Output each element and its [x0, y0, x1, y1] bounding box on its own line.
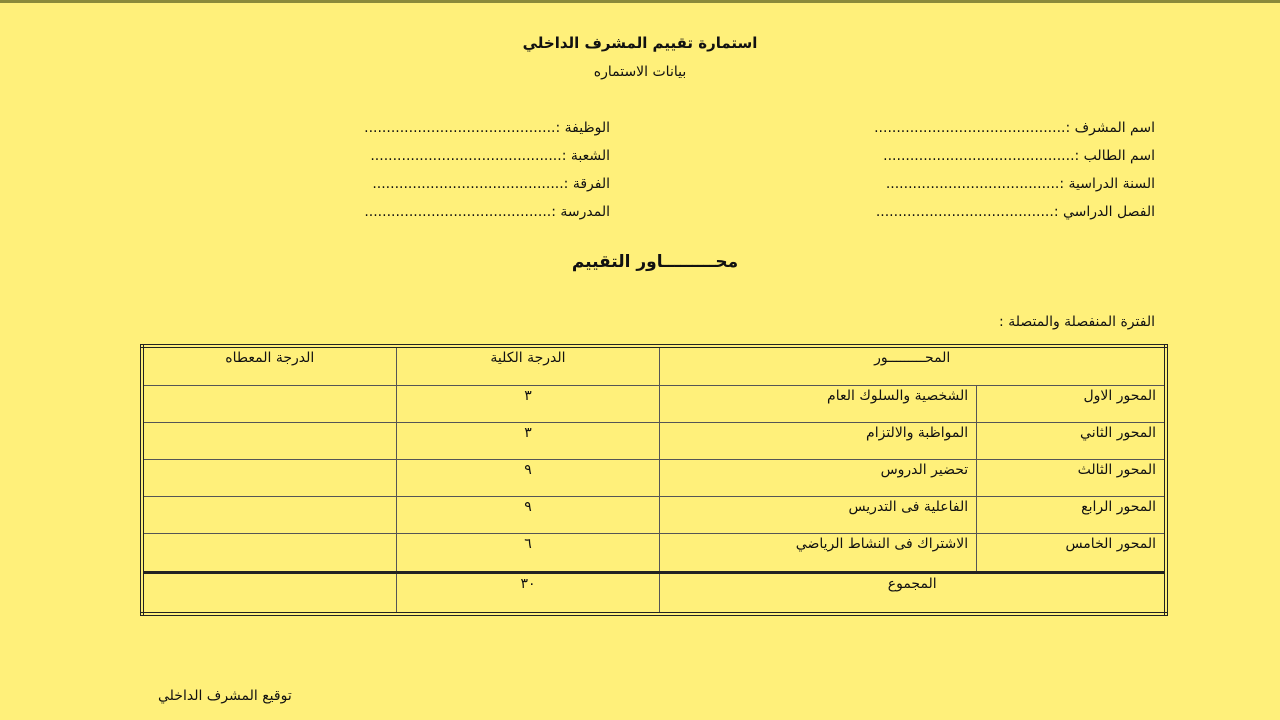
given-grade-cell[interactable]	[142, 386, 396, 423]
axis-description: المواظبة والالتزام	[660, 423, 977, 460]
table-row	[142, 534, 1166, 573]
axis-description: الشخصية والسلوك العام	[660, 386, 977, 423]
total-grade: ٣	[396, 423, 660, 460]
sum-given-grade-cell[interactable]	[142, 573, 396, 615]
total-grade: ٩	[396, 460, 660, 497]
field-row	[200, 142, 1155, 170]
total-grade: ٣	[396, 386, 660, 423]
job-field[interactable]: الوظيفة :...........................................	[364, 120, 610, 136]
school-field[interactable]: المدرسة :..........................................	[364, 204, 610, 220]
table-row	[142, 460, 1166, 497]
top-border-line	[0, 0, 1280, 3]
axis-name: المحور الثاني	[977, 423, 1166, 460]
division-field[interactable]: الشعبة :...........................................	[370, 148, 610, 164]
given-grade-cell[interactable]	[142, 460, 396, 497]
axis-description: الفاعلية فى التدريس	[660, 497, 977, 534]
axis-name: المحور الثالث	[977, 460, 1166, 497]
given-grade-cell[interactable]	[142, 423, 396, 460]
period-label: الفترة المنفصلة والمتصلة :	[999, 314, 1155, 330]
total-grade: ٦	[396, 534, 660, 573]
total-grade: ٩	[396, 497, 660, 534]
evaluation-table	[140, 344, 1168, 616]
table-row	[142, 497, 1166, 534]
grade-field[interactable]: الفرقة :...........................................	[372, 176, 610, 192]
field-row	[200, 170, 1155, 198]
table-row	[142, 386, 1166, 423]
table-header-row	[142, 346, 1166, 386]
axis-description: تحضير الدروس	[660, 460, 977, 497]
section-title: محـــــــــاور التقييم	[571, 252, 739, 272]
header-total-grade: الدرجة الكلية	[396, 346, 660, 386]
given-grade-cell[interactable]	[142, 497, 396, 534]
axis-name: المحور الاول	[977, 386, 1166, 423]
sum-label: المجموع	[660, 573, 1166, 615]
student-name-field[interactable]: اسم الطالب :...........................................	[883, 148, 1155, 164]
sum-total-grade: ٣٠	[396, 573, 660, 615]
axis-name: المحور الرابع	[977, 497, 1166, 534]
field-row	[200, 114, 1155, 142]
signature-label: توقيع المشرف الداخلي	[158, 688, 292, 704]
axis-name: المحور الخامس	[977, 534, 1166, 573]
form-title: استمارة تقييم المشرف الداخلي	[522, 34, 758, 52]
supervisor-name-field[interactable]: اسم المشرف :...........................................	[874, 120, 1155, 136]
table-sum-row	[142, 573, 1166, 615]
header-axis: المحـــــــــور	[660, 346, 1166, 386]
form-fields	[200, 114, 1155, 226]
academic-year-field[interactable]: السنة الدراسية :.......................................	[885, 176, 1155, 192]
form-subtitle: بيانات الاستماره	[593, 64, 687, 80]
table-row	[142, 423, 1166, 460]
field-row	[200, 198, 1155, 226]
semester-field[interactable]: الفصل الدراسي :........................................	[875, 204, 1155, 220]
header-given-grade: الدرجة المعطاه	[142, 346, 396, 386]
axis-description: الاشتراك فى النشاط الرياضي	[660, 534, 977, 573]
given-grade-cell[interactable]	[142, 534, 396, 573]
